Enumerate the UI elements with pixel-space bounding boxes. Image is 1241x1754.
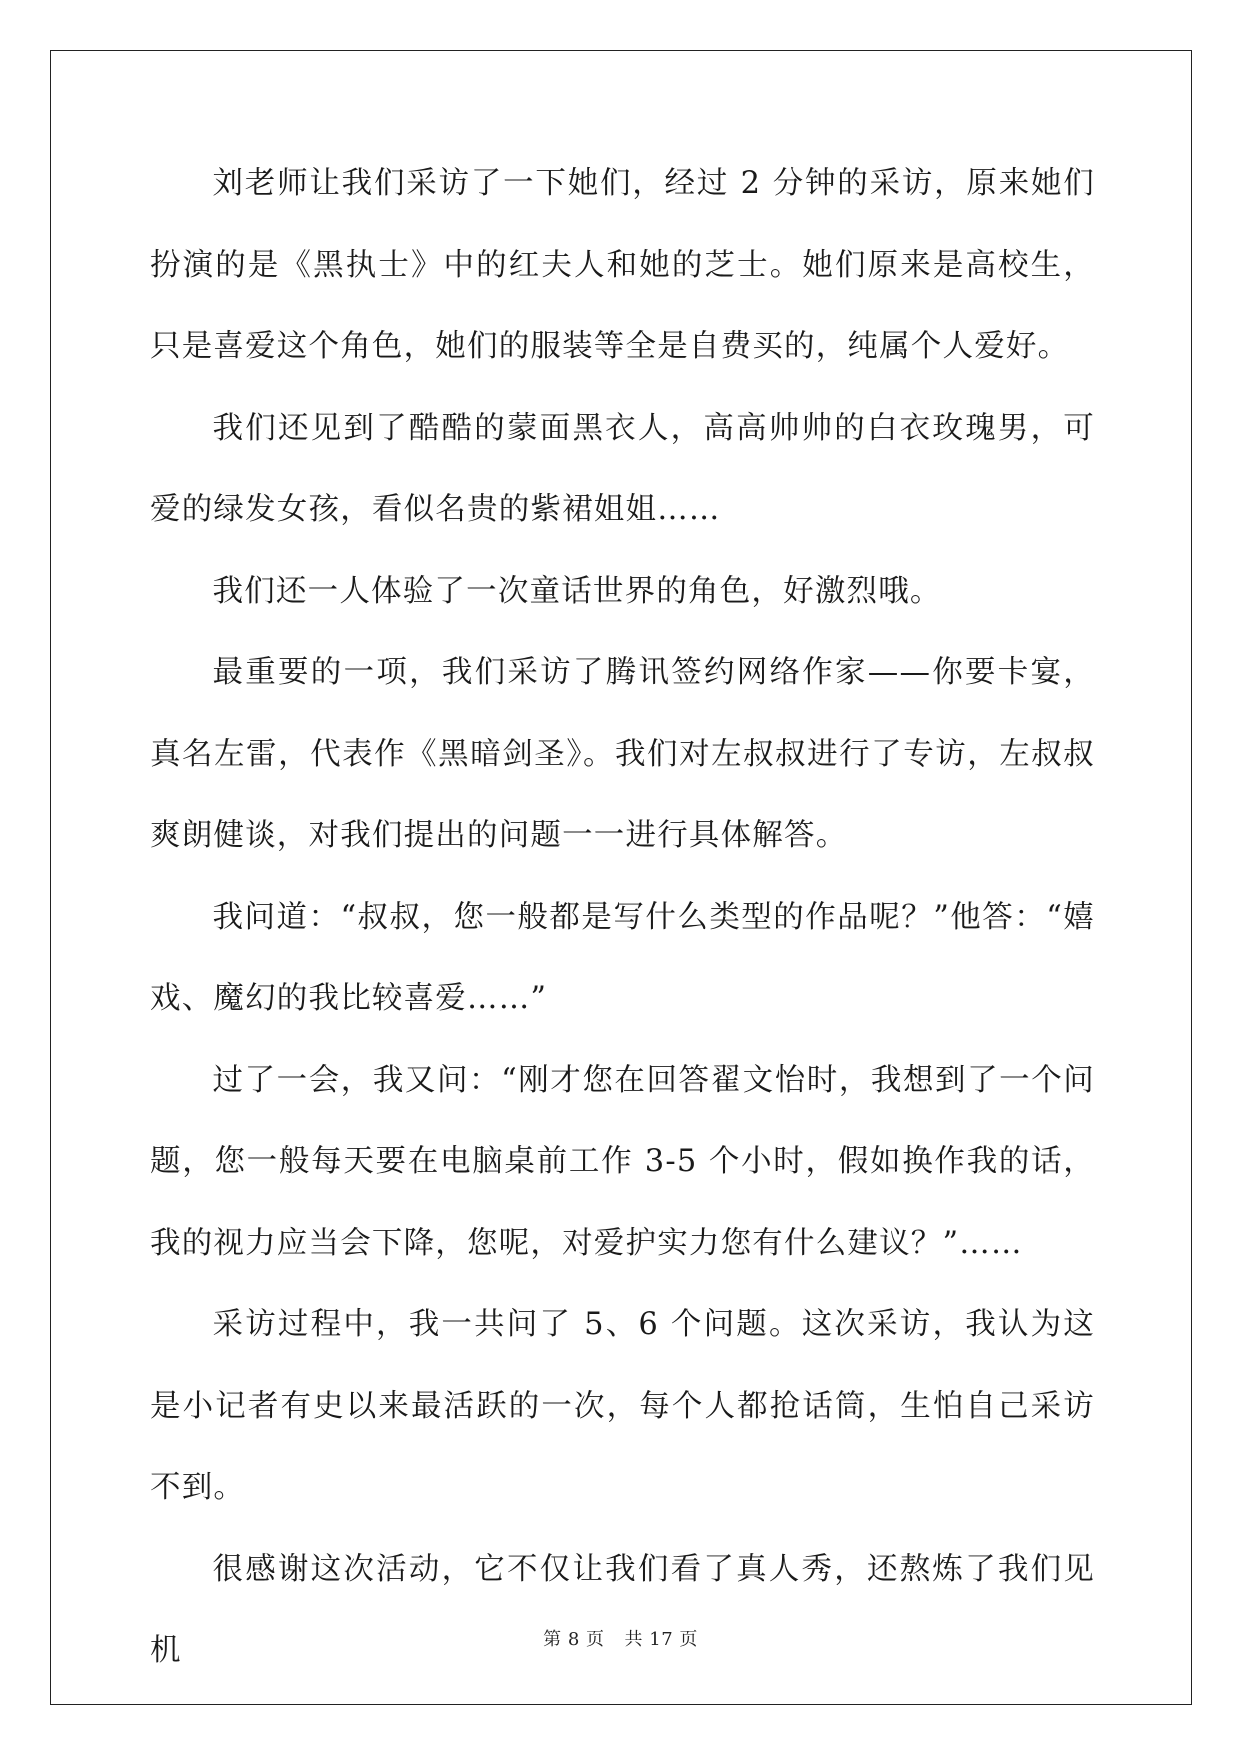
- paragraph: 很感谢这次活动，它不仅让我们看了真人秀，还熬炼了我们见机: [150, 1551, 1095, 1668]
- document-body: [150, 143, 1095, 1692]
- page-total: 共 17 页: [624, 1629, 698, 1650]
- page-footer: [0, 1625, 1241, 1651]
- paragraph: 我们还一人体验了一次童话世界的角色，好激烈哦。: [212, 573, 942, 609]
- page-number: 第 8 页: [543, 1629, 605, 1650]
- paragraph: 最重要的一项，我们采访了腾讯签约网络作家——你要卡宴，真名左雷，代表作《黑暗剑圣》。我们对左叔叔进行了专访，左叔叔爽朗健谈，对我们提出的问题一一进行具体解答。: [150, 655, 1095, 853]
- paragraph: 我问道：“叔叔，您一般都是写什么类型的作品呢？”他答：“嬉戏、魔幻的我比较喜爱……”: [150, 899, 1095, 1016]
- paragraph: 刘老师让我们采访了一下她们，经过 2 分钟的采访，原来她们扮演的是《黑执士》中的红夫人和她的芝士。她们原来是高校生，只是喜爱这个角色，她们的服装等全是自费买的，纯属个人爱好。: [150, 166, 1095, 364]
- paragraph: 采访过程中，我一共问了 5、6 个问题。这次采访，我认为这是小记者有史以来最活跃的一次，每个人都抢话筒，生怕自己采访不到。: [150, 1307, 1095, 1505]
- paragraph: 我们还见到了酷酷的蒙面黑衣人，高高帅帅的白衣玫瑰男，可爱的绿发女孩，看似名贵的紫裙姐姐……: [150, 410, 1095, 527]
- paragraph: 过了一会，我又问：“刚才您在回答翟文怡时，我想到了一个问题，您一般每天要在电脑桌前工作 3-5 个小时，假如换作我的话，我的视力应当会下降，您呢，对爱护实力您有什么建议？”……: [150, 1062, 1095, 1261]
